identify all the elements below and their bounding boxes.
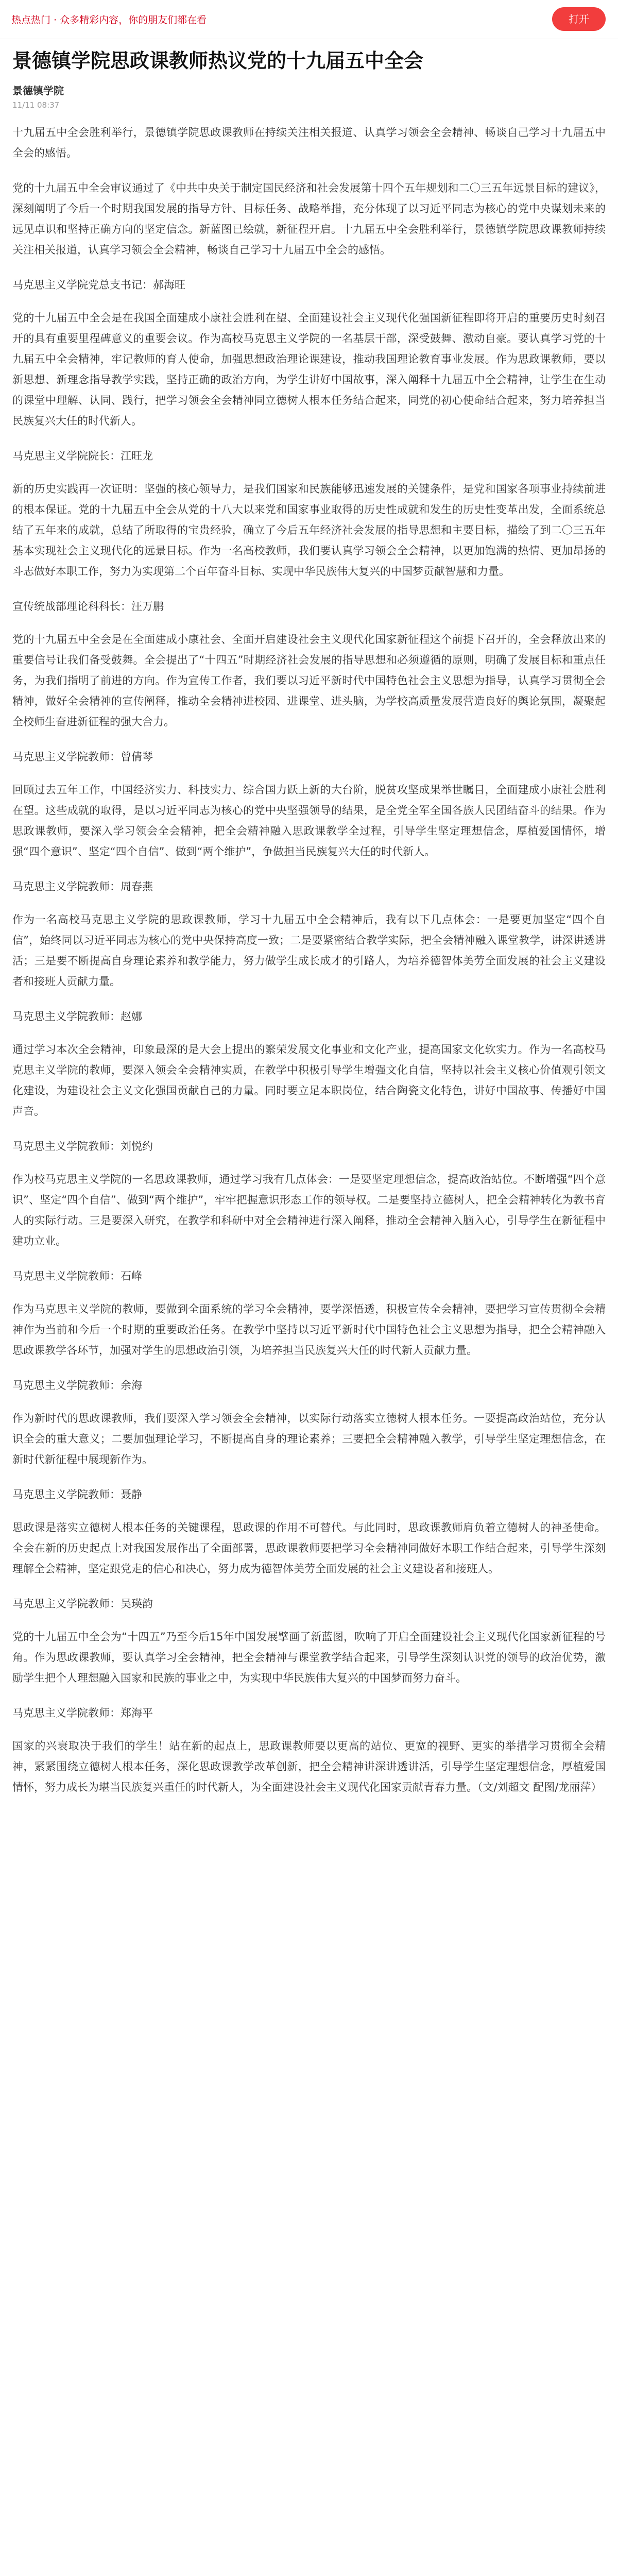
article-container [12, 47, 606, 1812]
article-paragraph: 党的十九届五中全会为“十四五”乃至今后15年中国发展擘画了新蓝图，吹响了开启全面建设社会主义现代化国家新征程的号角。作为思政课教师，要认真学习全会精神，把全会精神与课堂教学结合起来，引导学生深刻认识党的领导的政治优势，激励学生把个人理想融入国家和民族的事业之中，为实现中华民族伟大复兴的中国梦而努力奋斗。 [12, 1631, 606, 1684]
article-paragraph: 作为一名高校马克思主义学院的思政课教师，学习十九届五中全会精神后，我有以下几点体会：一是要更加坚定“四个自信”，始终同以习近平同志为核心的党中央保持高度一致；二是要紧密结合教学实际，把全会精神融入课堂教学，讲深讲透讲活；三是要不断提高自身理论素养和教学能力，努力做学生成长成才的引路人，为培养德智体美劳全面发展的社会主义建设者和接班人贡献力量。 [12, 913, 606, 988]
article-paragraph: 作为马克思主义学院的教师，要做到全面系统的学习全会精神，要学深悟透，积极宣传全会精神，要把学习宣传贯彻全会精神作为当前和今后一个时期的重要政治任务。在教学中坚持以习近平新时代中国特色社会主义思想为指导，把全会精神融入思政课教学各环节，加强对学生的思想政治引领，为培养担当民族复兴大任的时代新人贡献力量。 [12, 1303, 606, 1357]
article-paragraph: 十九届五中全会胜利举行，景德镇学院思政课教师在持续关注相关报道、认真学习领会全会精神、畅谈自己学习十九届五中全会的感悟。 [12, 126, 606, 159]
section-author: 马克思主义学院教师：赵娜 [12, 1010, 142, 1023]
section-author: 马克思主义学院教师：吴瑛韵 [12, 1598, 153, 1610]
section-author: 马克思主义学院教师：余海 [12, 1379, 142, 1392]
article-paragraph: 党的十九届五中全会是在我国全面建成小康社会胜利在望、全面建设社会主义现代化强国新征程即将开启的重要历史时刻召开的具有重要里程碑意义的重要会议。作为高校马克思主义学院的一名基层干部，深受鼓舞、激动自豪。要认真学习党的十九届五中全会精神，牢记教师的育人使命，加强思想政治理论课建设，推动我国理论教育事业发展。作为思政课教师，要以新思想、新理念指导教学实践，坚持正确的政治方向，为学生讲好中国故事，深入阐释十九届五中全会精神，让学生在生动的课堂中理解、认同、践行，把学习领会全会精神同立德树人根本任务结合起来，同党的初心使命结合起来，努力培养担当民族复兴大任的时代新人。 [12, 312, 606, 427]
article-paragraph: 作为校马克思主义学院的一名思政课教师，通过学习我有几点体会：一是要坚定理想信念，提高政治站位。不断增强“四个意识”、坚定“四个自信”、做到“两个维护”，牢牢把握意识形态工作的领导权。二是要坚持立德树人，把全会精神转化为教书育人的实际行动。三是要深入研究，在教学和科研中对全会精神进行深入阐释，推动全会精神入脑入心，引导学生在新征程中建功立业。 [12, 1173, 606, 1247]
open-app-button[interactable]: 打开 [552, 7, 606, 31]
section-author: 马克思主义学院教师：曾倩琴 [12, 751, 153, 763]
section-author: 马克思主义学院院长：江旺龙 [12, 450, 153, 462]
section-author: 马克思主义学院教师：石峰 [12, 1270, 142, 1282]
article-paragraph: 党的十九届五中全会是在全面建成小康社会、全面开启建设社会主义现代化国家新征程这个前提下召开的，全会释放出来的重要信号让我们备受鼓舞。全会提出了“十四五”时期经济社会发展的指导思想和必须遵循的原则，明确了发展目标和重点任务，为我们指明了前进的方向。作为宣传工作者，我们要以习近平新时代中国特色社会主义思想为指导，认真学习贯彻全会精神，做好全会精神的宣传阐释，推动全会精神进校园、进课堂、进头脑，为学校高质量发展营造良好的舆论氛围，凝聚起全校师生奋进新征程的强大合力。 [12, 633, 606, 728]
section-author: 马克思主义学院党总支书记：郝海旺 [12, 279, 185, 291]
section-author: 马克思主义学院教师：刘悦约 [12, 1140, 153, 1153]
article-paragraph: 思政课是落实立德树人根本任务的关键课程，思政课的作用不可替代。与此同时，思政课教师肩负着立德树人的神圣使命。全会在新的历史起点上对我国发展作出了全面部署，思政课教师要把学习全会精神同做好本职工作结合起来，引导学生深刻理解全会精神，坚定跟党走的信心和决心，努力成为德智体美劳全面发展的社会主义建设者和接班人。 [12, 1521, 606, 1575]
section-author: 马克思主义学院教师：郑海平 [12, 1707, 153, 1719]
article-source[interactable]: 景德镇学院 [12, 84, 64, 97]
article-paragraph: 新的历史实践再一次证明：坚强的核心领导力，是我们国家和民族能够迅速发展的关键条件，是党和国家各项事业持续前进的根本保证。党的十九届五中全会从党的十八大以来党和国家事业取得的历史性成就和发生的历史性变革出发，全面系统总结了五年来的成就，总结了所取得的宝贵经验，确立了今后五年经济社会发展的指导思想和主要目标，描绘了到二〇三五年基本实现社会主义现代化的远景目标。作为一名高校教师，我们要认真学习领会全会精神，以更加饱满的热情、更加昂扬的斗志做好本职工作，努力为实现第二个百年奋斗目标、实现中华民族伟大复兴的中国梦贡献智慧和力量。 [12, 483, 606, 578]
section-author: 宣传统战部理论科科长：汪万鹏 [12, 600, 164, 613]
article-date: 11/11 08:37 [12, 100, 60, 110]
article-paragraph: 国家的兴衰取决于我们的学生！站在新的起点上，思政课教师要以更高的站位、更宽的视野、更实的举措学习贯彻全会精神，紧紧围绕立德树人根本任务，深化思政课教学改革创新，把全会精神讲深讲透讲活，引导学生坚定理想信念，厚植爱国情怀，努力成长为堪当民族复兴重任的时代新人，为全面建设社会主义现代化国家贡献青春力量。（文/刘超文 配图/龙丽萍） [12, 1740, 606, 1793]
article-title: 景德镇学院思政课教师热议党的十九届五中全会 [12, 49, 424, 72]
article-paragraph: 通过学习本次全会精神，印象最深的是大会上提出的繁荣发展文化事业和文化产业，提高国家文化软实力。作为一名高校马克思主义学院的教师，要深入领会全会精神实质，在教学中积极引导学生增强文化自信，坚持以社会主义核心价值观引领文化建设，为建设社会主义文化强国贡献自己的力量。同时要立足本职岗位，结合陶瓷文化特色，讲好中国故事、传播好中国声音。 [12, 1043, 606, 1117]
article-body [12, 122, 606, 1798]
app-banner [0, 0, 618, 39]
article-paragraph: 回顾过去五年工作，中国经济实力、科技实力、综合国力跃上新的大台阶，脱贫攻坚成果举世瞩目，全面建成小康社会胜利在望。这些成就的取得，是以习近平同志为核心的党中央坚强领导的结果，是全党全军全国各族人民团结奋斗的结果。作为思政课教师，要深入学习领会全会精神，把全会精神融入思政课教学全过程，引导学生坚定理想信念，厚植爱国情怀，增强“四个意识”、坚定“四个自信”、做到“两个维护”，争做担当民族复兴大任的时代新人。 [12, 784, 606, 858]
app-promo-text: 热点热门 · 众多精彩内容，你的朋友们都在看 [11, 14, 207, 26]
article-paragraph: 作为新时代的思政课教师，我们要深入学习领会全会精神，以实际行动落实立德树人根本任务。一要提高政治站位，充分认识全会的重大意义；二要加强理论学习，不断提高自身的理论素养；三要把全会精神融入教学，引导学生坚定理想信念，在新时代新征程中展现新作为。 [12, 1412, 606, 1466]
article-paragraph: 党的十九届五中全会审议通过了《中共中央关于制定国民经济和社会发展第十四个五年规划和二〇三五年远景目标的建议》，深刻阐明了今后一个时期我国发展的指导方针、目标任务、战略举措，充分体现了以习近平同志为核心的党中央谋划未来的远见卓识和坚持正确方向的坚定信念。新蓝图已绘就，新征程开启。十九届五中全会胜利举行，景德镇学院思政课教师持续关注相关报道，认真学习领会全会精神，畅谈自己学习十九届五中全会的感悟。 [12, 182, 606, 256]
section-author: 马克思主义学院教师：聂静 [12, 1488, 142, 1501]
section-author: 马克思主义学院教师：周春燕 [12, 880, 153, 893]
